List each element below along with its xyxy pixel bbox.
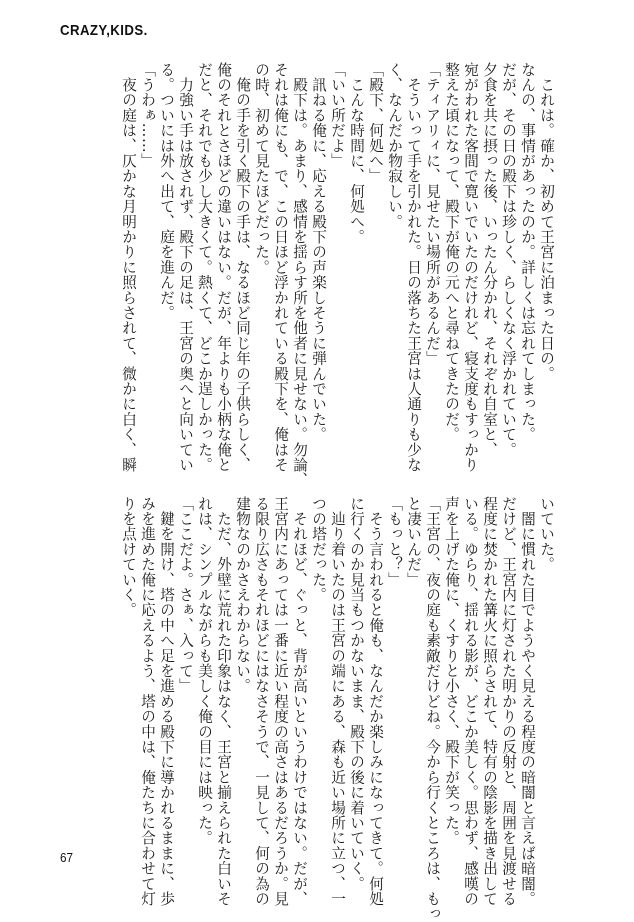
text-line: それほど、ぐっと、背が高いというわけではない。だが、 bbox=[291, 496, 308, 907]
text-line: 「王宮の、夜の庭も素敵だけどね。今から行くところは、もっ bbox=[424, 496, 441, 922]
text-line: なんの、事情があったのか。詳しくは忘れてしまった。 bbox=[519, 62, 536, 442]
text-line: と凄いんだ」 bbox=[405, 496, 422, 588]
text-line: 整えた頃になって、殿下が俺の元へと尋ねてきたのだ。 bbox=[443, 62, 460, 442]
text-line: 宛がわれた客間で寛いでいたのだけれど、寝支度もすっかり bbox=[462, 62, 479, 473]
text-line: 夕食を共に摂った後、いったん分かれ、それぞれ自室と、 bbox=[481, 62, 498, 458]
text-line: 「もっと？」 bbox=[386, 496, 403, 588]
text-line: いる。ゆらり、揺れる影が、どこか美しく。思わず、感嘆の bbox=[462, 496, 479, 907]
text-line: 闇に慣れた目でようやく見える程度の暗闇と言えば暗闇。 bbox=[519, 496, 536, 907]
lower-text-block bbox=[119, 496, 556, 922]
text-line: の時、初めて見たほどだった。 bbox=[253, 62, 270, 275]
text-line: いていた。 bbox=[538, 496, 555, 572]
text-line: 王宮内にあっては一番に近い程度の高さはあるだろうか。見 bbox=[272, 496, 289, 907]
text-line: 殿下は。あまり、感情を揺らす所を他者に見せない。勿論、 bbox=[291, 62, 308, 488]
text-line: る。ついには外へ出て、庭を進んだ。 bbox=[158, 62, 175, 321]
text-line: 建物なのかさえわからない。 bbox=[234, 496, 251, 694]
text-line: 俺の手を引く殿下の手は、なるほど同じ年の子供らしく、 bbox=[234, 62, 251, 473]
text-line: 夜の庭は、仄かな月明かりに照らされて、微かに白く、瞬 bbox=[120, 62, 137, 473]
text-line: 辿り着いたのは王宮の端にある、森も近い場所に立つ、一 bbox=[329, 496, 346, 907]
text-line: れは、シンプルながらも美しく俺の目には映った。 bbox=[196, 496, 213, 846]
text-line: そう言われると俺も、なんだか楽しみになってきて。何処 bbox=[367, 496, 384, 907]
text-line: だと、それでも少し大きくて。熱くて、どこか逞しかった。 bbox=[196, 62, 213, 473]
text-line: ただ、外壁に荒れた印象はなく、王宮と揃えられた白いそ bbox=[215, 496, 232, 907]
text-line: これは。確か、初めて王宮に泊まった日の。 bbox=[538, 62, 555, 382]
text-line: つの塔だった。 bbox=[310, 496, 327, 603]
text-line: そういって手を引かれた。日の落ちた王宮は人通りも少な bbox=[405, 62, 422, 473]
text-line: 「いい所だよ」 bbox=[329, 62, 346, 169]
upper-text-block bbox=[119, 62, 556, 488]
text-line: 声を上げた俺に、くすりと小さく、殿下が笑った。 bbox=[443, 496, 460, 846]
text-line: 訊ねる俺に、応える殿下の声楽しそうに弾んでいた。 bbox=[310, 62, 327, 442]
text-line: 「ここだよ。さぁ、入って」 bbox=[177, 496, 194, 694]
text-line: それは俺にも、で、この日ほど浮かれている殿下を、俺はそ bbox=[272, 62, 289, 473]
text-line: だけど、王宮内に灯された明かりの反射と、周囲を見渡せる bbox=[500, 496, 517, 907]
text-line: 俺のそれとさほどの違いはない。だが、年よりも小柄な俺と bbox=[215, 62, 232, 473]
text-line: 「殿下、何処へ」 bbox=[367, 62, 384, 184]
text-line: に行くのか見当もつかないまま、殿下の後に着いていく。 bbox=[348, 496, 365, 892]
text-line: 程度に焚かれた篝火に照らされて、特有の陰影を描き出して bbox=[481, 496, 498, 907]
text-line: る限り広さもそれほどにはなさそうで、一見して、何の為の bbox=[253, 496, 270, 907]
text-line: く、なんだか物寂しい。 bbox=[386, 62, 403, 230]
text-line: 鍵を開け、塔の中へ足を進める殿下に導かれるままに、歩 bbox=[158, 496, 175, 907]
text-line: こんな時間に、何処へ。 bbox=[348, 62, 365, 245]
text-line: りを点けていく。 bbox=[120, 496, 137, 618]
running-header: CRAZY,KIDS. bbox=[60, 22, 148, 39]
page-number: 67 bbox=[60, 850, 74, 865]
text-line: 「うわぁ……」 bbox=[139, 62, 156, 169]
text-line: みを進めた俺に応えるよう、塔の中は、俺たちに合わせて灯 bbox=[139, 496, 156, 907]
text-line: だが、その日の殿下は珍しく、らしくなく浮かれていて。 bbox=[500, 62, 517, 458]
text-line: 力強い手は放されず、殿下の足は、王宮の奥へと向いてい bbox=[177, 62, 194, 473]
text-line: 「ティアリィに、見せたい場所があるんだ」 bbox=[424, 62, 441, 366]
